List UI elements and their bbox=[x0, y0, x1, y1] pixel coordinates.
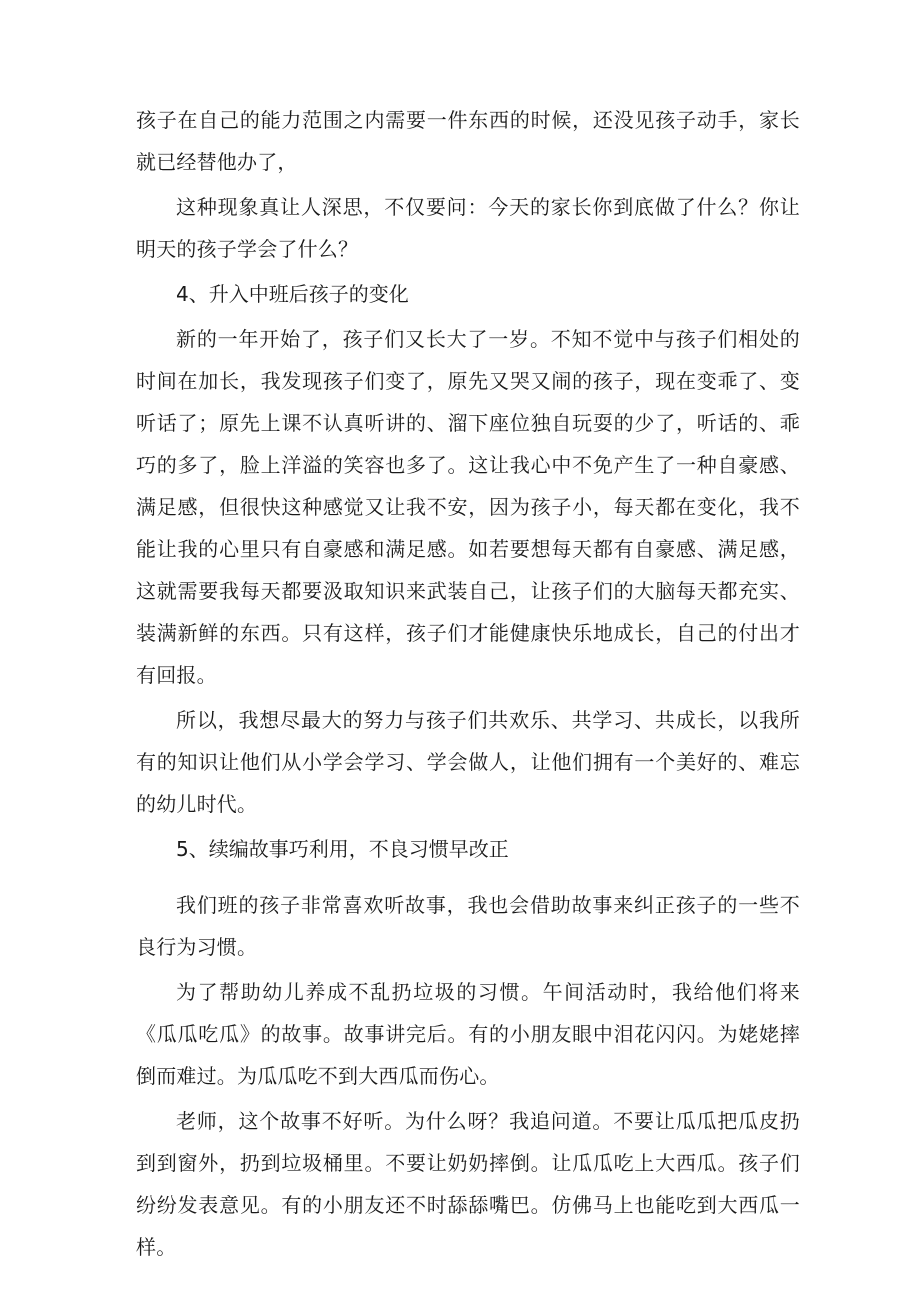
paragraph-1: 孩子在自己的能力范围之内需要一件东西的时候，还没见孩子动手，家长就已经替他办了， bbox=[136, 108, 800, 174]
section-heading-4: 4、升入中班后孩子的变化 bbox=[176, 282, 409, 306]
paragraph-3: 新的一年开始了，孩子们又长大了一岁。不知不觉中与孩子们相处的时间在加长，我发现孩子们变了，原先又哭又闹的孩子，现在变乖了、变听话了；原先上课不认真听讲的、溜下座位独自玩耍的少了，听话的、乖巧的多了，脸上洋溢的笑容也多了。这让我心中不免产生了一种自豪感、满足感，但很快这种感觉又让我不安，因为孩子小，每天都在变化，我不能让我的心里只有自豪感和满足感。如若要想每天都有自豪感、满足感，这就需要我每天都要汲取知识来武装自己，让孩子们的大脑每天都充实、装满新鲜的东西。只有这样，孩子们才能健康快乐地成长，自己的付出才有回报。 bbox=[136, 327, 800, 687]
paragraph-5: 我们班的孩子非常喜欢听故事，我也会借助故事来纠正孩子的一些不良行为习惯。 bbox=[136, 893, 800, 959]
paragraph-6: 为了帮助幼儿养成不乱扔垃圾的习惯。午间活动时，我给他们将来《瓜瓜吃瓜》的故事。故事讲完后。有的小朋友眼中泪花闪闪。为姥姥摔倒而难过。为瓜瓜吃不到大西瓜而伤心。 bbox=[136, 980, 800, 1088]
document-body bbox=[136, 99, 800, 1271]
paragraph-7: 老师，这个故事不好听。为什么呀？我追问道。不要让瓜瓜把瓜皮扔到到窗外，扔到垃圾桶里。不要让奶奶摔倒。让瓜瓜吃上大西瓜。孩子们纷纷发表意见。有的小朋友还不时舔舔嘴巴。仿佛马上也能吃到大西瓜一样。 bbox=[136, 1109, 800, 1259]
paragraph-4: 所以，我想尽最大的努力与孩子们共欢乐、共学习、共成长，以我所有的知识让他们从小学会学习、学会做人，让他们拥有一个美好的、难忘的幼儿时代。 bbox=[136, 708, 800, 816]
paragraph-2: 这种现象真让人深思，不仅要问：今天的家长你到底做了什么？你让明天的孩子学会了什么？ bbox=[136, 195, 800, 261]
section-heading-5: 5、续编故事巧利用，不良习惯早改正 bbox=[176, 837, 509, 861]
